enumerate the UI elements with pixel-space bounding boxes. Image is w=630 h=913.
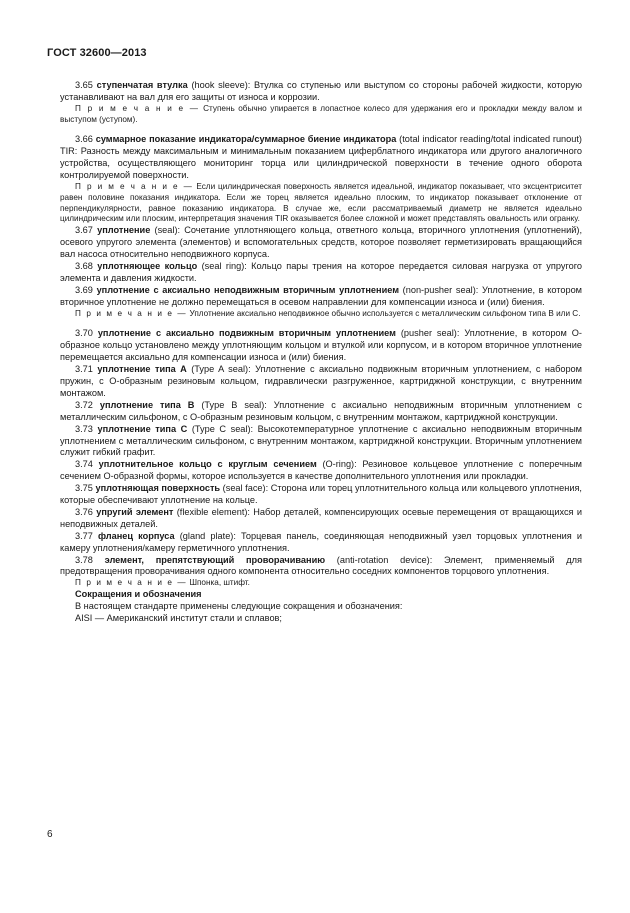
entry-3-77	[60, 531, 582, 555]
entry-term: уплотнение с аксиально неподвижным вторичным уплотнением	[96, 284, 400, 295]
entry-3-68	[60, 261, 582, 285]
standard-header: ГОСТ 32600—2013	[47, 47, 147, 59]
entry-number: 3.78	[75, 554, 93, 565]
entry-number: 3.76	[75, 506, 93, 517]
entry-term: фланец корпуса	[98, 530, 175, 541]
entry-term: уплотнение типа А	[97, 364, 187, 375]
entry-3-70	[60, 328, 582, 364]
entry-number: 3.75	[75, 483, 93, 494]
entry-definition: (seal): Сочетание уплотняющего кольца, ответного кольца, вторичного уплотнения (уплотнений), осевого упругого элемента (элементов) и вспомогательных средств, которое позволяет герметизировать вращающийся вал насоса относительно неподвижного корпуса.	[60, 225, 582, 260]
entry-3-65	[60, 80, 582, 104]
document-body	[60, 80, 582, 625]
entry-3-76	[60, 507, 582, 531]
entry-3-78	[60, 555, 582, 579]
entry-definition: (gland plate): Торцевая панель, соединяющая неподвижный узел торцовых уплотнения и камеру уплотнения/камеру герметичного уплотнения.	[60, 530, 583, 553]
note-3-65	[60, 104, 582, 126]
entry-definition: (non-pusher seal): Уплотнение, в котором вторичное уплотнение не должно перемещаться в осевом направлении для компенсации износа и (или) биения.	[60, 284, 582, 307]
entry-number: 3.70	[75, 328, 93, 339]
entry-term: суммарное показание индикатора/суммарное биение индикатора	[95, 134, 397, 145]
entry-number: 3.73	[75, 423, 93, 434]
entry-number: 3.67	[75, 225, 93, 236]
entry-definition: (O-ring): Резиновое кольцевое уплотнение с поперечным сечением О-образной формы, которое используется в качестве дополнительного уплотнения или прокладки.	[60, 459, 582, 482]
entry-term: уплотнение типа В	[99, 399, 195, 410]
abbreviation-item: AISI — Американский институт стали и сплавов;	[75, 613, 282, 623]
note-text: Ступень обычно упирается в лопастное колесо для удержания его и прокладки между валом и выступом (уступом).	[60, 103, 582, 124]
entry-number: 3.71	[75, 364, 93, 375]
entry-definition: (total indicator reading/total indicated runout) TIR: Разность между максимальным и минимальным показанием циферблатного индикатора или другого аналогичного устройства, осуществляющего мониторинг торца или цилиндрической поверхности в течение одного оборота контролируемой поверхности.	[60, 134, 582, 181]
entry-number: 3.65	[75, 80, 93, 90]
entry-definition: (seal face): Сторона или торец уплотнительного кольца или кольцевого уплотнения, которые обеспечивают уплотнение на кольце.	[60, 483, 582, 506]
entry-definition: (Type B seal): Уплотнение с аксиально неподвижным вторичным уплотнением с металлическим сильфоном, с О-образным резиновым кольцом, с внутренним монтажом, картриджной конструкции.	[60, 399, 582, 422]
entry-3-72	[60, 400, 582, 424]
entry-definition: (Type C seal): Высокотемпературное уплотнение с аксиально неподвижным вторичным уплотнением с металлическим сильфоном, с внутренним монтажом, картриджной конструкции. Вторичным уплотнением служит гибкий графит.	[60, 423, 583, 458]
entry-3-66	[60, 134, 582, 182]
note-text: Если цилиндрическая поверхность является идеальной, индикатор показывает, что эксцентриситет равен половине показания индикатора. Если же торец является идеально плоским, то индикатор показывает отклонение от перпендикулярности, равное показанию индикатора. В случае же, если рассматриваемый диаметр не является идеально цилиндрическим или плоским, интерпретация значения TIR оказывается более сложной и может представлять овальность или огранку.	[60, 182, 583, 224]
note-3-78	[60, 578, 582, 589]
entry-3-74	[60, 459, 582, 483]
note-label: П р и м е ч а н и е —	[75, 103, 200, 113]
entry-3-73	[60, 424, 582, 460]
entry-term: ступенчатая втулка	[96, 80, 188, 90]
note-label: П р и м е ч а н и е —	[75, 308, 188, 318]
entry-term: уплотнение с аксиально подвижным вторичным уплотнением	[97, 328, 396, 339]
entry-number: 3.68	[75, 260, 93, 271]
entry-3-67	[60, 225, 582, 261]
entry-3-71	[60, 364, 582, 400]
entry-number: 3.72	[75, 399, 93, 410]
entry-definition: (seal ring): Кольцо пары трения на которое передается силовая нагрузка от упругого элемента и давления жидкости.	[60, 260, 582, 283]
entry-term: элемент, препятствующий проворачиванию	[104, 554, 326, 565]
entry-3-69	[60, 285, 582, 309]
note-text: Шпонка, штифт.	[189, 578, 250, 588]
entry-term: уплотняющая поверхность	[95, 483, 221, 494]
note-label: П р и м е ч а н и е —	[75, 578, 188, 588]
entry-number: 3.74	[75, 459, 93, 470]
entry-term: уплотнительное кольцо с круглым сечением	[98, 459, 317, 470]
section-heading: Сокращения и обозначения	[75, 589, 202, 600]
entry-term: уплотнение типа С	[97, 423, 188, 434]
entry-number: 3.69	[75, 284, 93, 295]
note-text: Уплотнение аксиально неподвижное обычно используется с металлическим сильфоном типа B или C.	[189, 308, 581, 318]
entry-number: 3.77	[75, 530, 93, 541]
entry-definition: (Type A seal): Уплотнение с аксиально подвижным вторичным уплотнением, с набором пружин, с О-образным резиновым кольцом, гидравлически разгруженное, картриджной конструкции, с внутренним монтажом.	[60, 364, 582, 398]
entry-term: уплотняющее кольцо	[97, 260, 198, 271]
entry-3-75	[60, 483, 582, 507]
entry-definition: (flexible element): Набор деталей, компенсирующих осевые перемещения от вращающихся и неподвижных деталей.	[60, 506, 582, 529]
entry-definition: (anti-rotation device): Элемент, применяемый для предотвращения проворачивания одного компонента относительно соседних компонентов торцового уплотнения.	[60, 554, 582, 577]
note-label: П р и м е ч а н и е —	[75, 182, 194, 192]
entry-term: упругий элемент	[96, 506, 174, 517]
page-number: 6	[47, 829, 53, 840]
entry-definition: (hook sleeve): Втулка со ступенью или выступом со стороны рабочей жидкости, которую устанавливают на вал для его защиты от износа и коррозии.	[60, 80, 582, 102]
entry-number: 3.66	[75, 134, 93, 145]
entry-term: уплотнение	[97, 225, 151, 236]
entry-definition: (pusher seal): Уплотнение, в котором О-образное кольцо установлено между уплотняющим кольцом и втулкой или корпусом, и в котором вторичное уплотнение перемещается аксиально для компенсации износа и (или) биения.	[60, 328, 582, 363]
note-3-66	[60, 182, 582, 225]
section-intro: В настоящем стандарте применены следующие сокращения и обозначения:	[75, 601, 403, 612]
note-3-69	[60, 309, 582, 320]
